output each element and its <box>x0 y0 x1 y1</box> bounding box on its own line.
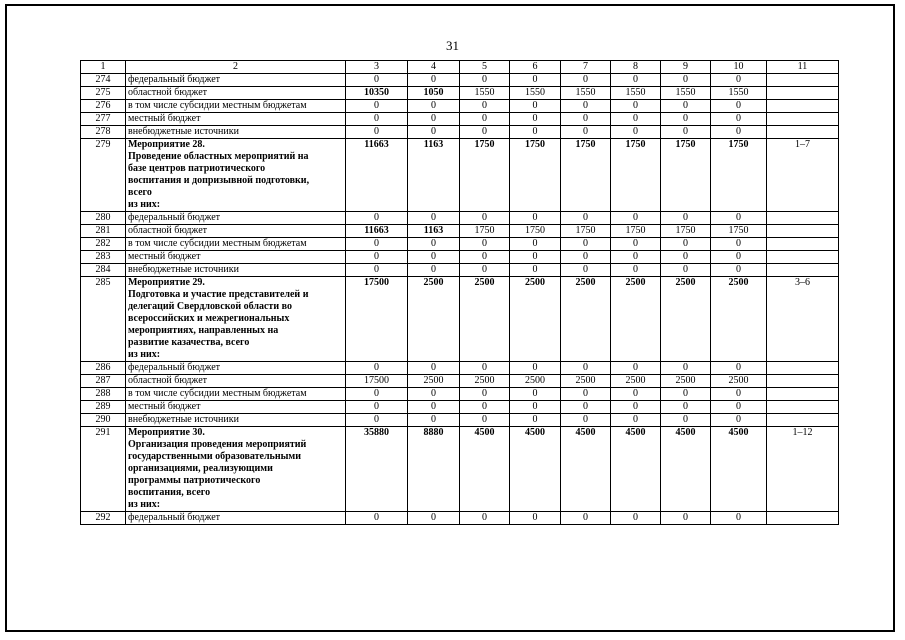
value-cell: 1750 <box>711 225 767 238</box>
target-indicators <box>767 401 839 414</box>
target-indicators <box>767 264 839 277</box>
row-number: 283 <box>81 251 126 264</box>
value-cell: 0 <box>711 100 767 113</box>
value-cell: 11663 <box>346 225 408 238</box>
row-number: 285 <box>81 277 126 362</box>
table-row <box>81 238 839 251</box>
table-row <box>81 126 839 139</box>
value-cell: 0 <box>611 113 661 126</box>
value-cell: 1750 <box>711 139 767 212</box>
value-cell: 0 <box>711 212 767 225</box>
value-cell: 0 <box>661 238 711 251</box>
value-cell: 1750 <box>561 225 611 238</box>
value-cell: 1550 <box>561 87 611 100</box>
value-cell: 0 <box>460 362 510 375</box>
value-cell: 0 <box>561 512 611 525</box>
value-cell: 2500 <box>661 375 711 388</box>
event-description <box>126 277 346 362</box>
value-cell: 0 <box>346 113 408 126</box>
value-cell: 0 <box>661 212 711 225</box>
value-cell: 0 <box>561 113 611 126</box>
value-cell: 1750 <box>561 139 611 212</box>
value-cell: 2500 <box>611 277 661 362</box>
value-cell: 0 <box>561 100 611 113</box>
value-cell: 2500 <box>510 277 561 362</box>
row-number: 291 <box>81 427 126 512</box>
value-cell: 0 <box>711 238 767 251</box>
row-label: федеральный бюджет <box>126 212 346 225</box>
value-cell: 2500 <box>561 277 611 362</box>
value-cell: 0 <box>460 264 510 277</box>
event-description-line: Подготовка и участие представителей и <box>128 289 309 300</box>
target-indicators <box>767 362 839 375</box>
column-header-5: 5 <box>460 61 510 74</box>
target-indicators <box>767 238 839 251</box>
event-description-line: базе центров патриотического <box>128 163 266 174</box>
value-cell: 0 <box>711 251 767 264</box>
value-cell: 0 <box>711 264 767 277</box>
value-cell: 0 <box>510 74 561 87</box>
page-number: 31 <box>446 38 459 53</box>
value-cell: 2500 <box>661 277 711 362</box>
value-cell: 2500 <box>711 375 767 388</box>
event-description-line: Мероприятие 28. <box>128 139 205 150</box>
column-header-row <box>81 61 839 74</box>
value-cell: 0 <box>711 126 767 139</box>
value-cell: 0 <box>510 401 561 414</box>
value-cell: 1750 <box>510 139 561 212</box>
event-description-line: развитие казачества, всего <box>128 337 250 348</box>
row-label: внебюджетные источники <box>126 414 346 427</box>
row-label: областной бюджет <box>126 375 346 388</box>
value-cell: 0 <box>346 74 408 87</box>
table-row <box>81 225 839 238</box>
value-cell: 0 <box>408 512 460 525</box>
row-label: внебюджетные источники <box>126 264 346 277</box>
row-label: областной бюджет <box>126 225 346 238</box>
value-cell: 1750 <box>661 225 711 238</box>
table-row <box>81 212 839 225</box>
target-indicators <box>767 388 839 401</box>
target-indicators <box>767 87 839 100</box>
value-cell: 17500 <box>346 375 408 388</box>
value-cell: 0 <box>510 126 561 139</box>
value-cell: 4500 <box>661 427 711 512</box>
target-indicators <box>767 113 839 126</box>
value-cell: 1550 <box>711 87 767 100</box>
row-number: 277 <box>81 113 126 126</box>
value-cell: 0 <box>346 126 408 139</box>
value-cell: 4500 <box>510 427 561 512</box>
column-header-10: 10 <box>711 61 767 74</box>
value-cell: 0 <box>510 264 561 277</box>
value-cell: 0 <box>510 100 561 113</box>
value-cell: 0 <box>346 362 408 375</box>
value-cell: 4500 <box>561 427 611 512</box>
value-cell: 0 <box>460 251 510 264</box>
target-indicators: 1–7 <box>767 139 839 212</box>
value-cell: 2500 <box>611 375 661 388</box>
target-indicators <box>767 74 839 87</box>
value-cell: 0 <box>346 251 408 264</box>
value-cell: 0 <box>711 414 767 427</box>
value-cell: 0 <box>561 74 611 87</box>
value-cell: 0 <box>611 74 661 87</box>
row-label: федеральный бюджет <box>126 74 346 87</box>
value-cell: 0 <box>408 264 460 277</box>
row-number: 275 <box>81 87 126 100</box>
value-cell: 0 <box>611 126 661 139</box>
value-cell: 1750 <box>611 225 661 238</box>
event-description-line: из них: <box>128 199 161 210</box>
value-cell: 0 <box>561 264 611 277</box>
value-cell: 0 <box>510 362 561 375</box>
value-cell: 0 <box>408 362 460 375</box>
value-cell: 1550 <box>611 87 661 100</box>
value-cell: 0 <box>460 100 510 113</box>
value-cell: 0 <box>661 414 711 427</box>
value-cell: 0 <box>346 512 408 525</box>
row-label: местный бюджет <box>126 401 346 414</box>
column-header-1: 1 <box>81 61 126 74</box>
row-number: 278 <box>81 126 126 139</box>
value-cell: 2500 <box>711 277 767 362</box>
value-cell: 0 <box>561 251 611 264</box>
value-cell: 0 <box>611 212 661 225</box>
row-number: 292 <box>81 512 126 525</box>
value-cell: 0 <box>711 401 767 414</box>
event-row <box>81 277 839 362</box>
row-number: 289 <box>81 401 126 414</box>
value-cell: 0 <box>561 388 611 401</box>
value-cell: 1750 <box>611 139 661 212</box>
event-description <box>126 139 346 212</box>
event-description-line: программы патриотического <box>128 475 261 486</box>
value-cell: 35880 <box>346 427 408 512</box>
value-cell: 0 <box>346 100 408 113</box>
row-number: 286 <box>81 362 126 375</box>
value-cell: 2500 <box>561 375 611 388</box>
value-cell: 0 <box>711 362 767 375</box>
value-cell: 0 <box>661 388 711 401</box>
table-row <box>81 414 839 427</box>
row-label: в том числе субсидии местным бюджетам <box>126 238 346 251</box>
event-description-line: Организация проведения мероприятий <box>128 439 307 450</box>
value-cell: 1163 <box>408 139 460 212</box>
row-number: 288 <box>81 388 126 401</box>
value-cell: 0 <box>611 414 661 427</box>
event-description-line: всероссийских и межрегиональных <box>128 313 290 324</box>
value-cell: 0 <box>460 126 510 139</box>
event-description-line: Мероприятие 30. <box>128 427 205 438</box>
target-indicators <box>767 225 839 238</box>
budget-table <box>80 60 839 525</box>
event-description-line: всего <box>128 187 152 198</box>
event-description-line: из них: <box>128 499 161 510</box>
target-indicators <box>767 212 839 225</box>
value-cell: 0 <box>661 113 711 126</box>
event-description <box>126 427 346 512</box>
target-indicators <box>767 100 839 113</box>
value-cell: 0 <box>408 251 460 264</box>
table-row <box>81 264 839 277</box>
value-cell: 0 <box>561 238 611 251</box>
column-header-7: 7 <box>561 61 611 74</box>
row-number: 287 <box>81 375 126 388</box>
value-cell: 0 <box>661 512 711 525</box>
value-cell: 0 <box>346 401 408 414</box>
value-cell: 2500 <box>510 375 561 388</box>
event-row <box>81 139 839 212</box>
value-cell: 0 <box>561 362 611 375</box>
table-row <box>81 74 839 87</box>
row-label: в том числе субсидии местным бюджетам <box>126 388 346 401</box>
value-cell: 0 <box>460 74 510 87</box>
value-cell: 0 <box>661 264 711 277</box>
value-cell: 0 <box>460 212 510 225</box>
value-cell: 2500 <box>408 277 460 362</box>
value-cell: 0 <box>611 238 661 251</box>
value-cell: 0 <box>346 264 408 277</box>
row-label: федеральный бюджет <box>126 362 346 375</box>
value-cell: 0 <box>346 414 408 427</box>
column-header-11: 11 <box>767 61 839 74</box>
event-description-line: организациями, реализующими <box>128 463 273 474</box>
table-row <box>81 100 839 113</box>
value-cell: 0 <box>661 100 711 113</box>
event-description-line: делегаций Свердловской области во <box>128 301 292 312</box>
value-cell: 0 <box>611 264 661 277</box>
table-row <box>81 388 839 401</box>
column-header-4: 4 <box>408 61 460 74</box>
row-number: 284 <box>81 264 126 277</box>
table-body <box>81 74 839 525</box>
value-cell: 0 <box>611 388 661 401</box>
value-cell: 0 <box>611 362 661 375</box>
table-row <box>81 401 839 414</box>
value-cell: 0 <box>510 512 561 525</box>
value-cell: 0 <box>510 414 561 427</box>
value-cell: 2500 <box>460 375 510 388</box>
value-cell: 0 <box>460 414 510 427</box>
value-cell: 0 <box>408 113 460 126</box>
target-indicators <box>767 414 839 427</box>
value-cell: 1550 <box>460 87 510 100</box>
value-cell: 0 <box>561 414 611 427</box>
value-cell: 0 <box>661 74 711 87</box>
value-cell: 4500 <box>611 427 661 512</box>
table-row <box>81 87 839 100</box>
value-cell: 8880 <box>408 427 460 512</box>
value-cell: 11663 <box>346 139 408 212</box>
value-cell: 0 <box>408 401 460 414</box>
value-cell: 0 <box>510 251 561 264</box>
target-indicators <box>767 251 839 264</box>
column-header-8: 8 <box>611 61 661 74</box>
row-label: местный бюджет <box>126 251 346 264</box>
value-cell: 1163 <box>408 225 460 238</box>
event-description-line: воспитания, всего <box>128 487 211 498</box>
value-cell: 10350 <box>346 87 408 100</box>
value-cell: 0 <box>661 362 711 375</box>
value-cell: 1050 <box>408 87 460 100</box>
value-cell: 0 <box>611 100 661 113</box>
value-cell: 0 <box>346 238 408 251</box>
value-cell: 1550 <box>661 87 711 100</box>
target-indicators: 3–6 <box>767 277 839 362</box>
table-row <box>81 251 839 264</box>
value-cell: 1750 <box>460 139 510 212</box>
value-cell: 0 <box>346 388 408 401</box>
value-cell: 0 <box>510 238 561 251</box>
table-row <box>81 362 839 375</box>
value-cell: 4500 <box>711 427 767 512</box>
value-cell: 0 <box>408 212 460 225</box>
row-label: федеральный бюджет <box>126 512 346 525</box>
value-cell: 0 <box>510 113 561 126</box>
value-cell: 2500 <box>408 375 460 388</box>
table-row <box>81 512 839 525</box>
value-cell: 0 <box>561 126 611 139</box>
value-cell: 0 <box>408 100 460 113</box>
value-cell: 0 <box>346 212 408 225</box>
value-cell: 1750 <box>510 225 561 238</box>
row-number: 276 <box>81 100 126 113</box>
value-cell: 0 <box>510 388 561 401</box>
row-number: 281 <box>81 225 126 238</box>
value-cell: 0 <box>611 512 661 525</box>
event-description-line: государственными образовательными <box>128 451 301 462</box>
event-description-line: мероприятиях, направленных на <box>128 325 279 336</box>
target-indicators <box>767 375 839 388</box>
value-cell: 0 <box>711 74 767 87</box>
value-cell: 4500 <box>460 427 510 512</box>
target-indicators <box>767 126 839 139</box>
event-description-line: из них: <box>128 349 161 360</box>
table-row <box>81 375 839 388</box>
value-cell: 0 <box>408 238 460 251</box>
value-cell: 0 <box>711 388 767 401</box>
value-cell: 1550 <box>510 87 561 100</box>
row-label: местный бюджет <box>126 113 346 126</box>
row-number: 279 <box>81 139 126 212</box>
value-cell: 0 <box>460 512 510 525</box>
value-cell: 0 <box>661 401 711 414</box>
row-number: 282 <box>81 238 126 251</box>
target-indicators: 1–12 <box>767 427 839 512</box>
event-row <box>81 427 839 512</box>
value-cell: 0 <box>561 401 611 414</box>
value-cell: 0 <box>611 251 661 264</box>
value-cell: 0 <box>561 212 611 225</box>
column-header-9: 9 <box>661 61 711 74</box>
value-cell: 0 <box>408 388 460 401</box>
column-header-6: 6 <box>510 61 561 74</box>
value-cell: 1750 <box>460 225 510 238</box>
value-cell: 0 <box>460 238 510 251</box>
value-cell: 2500 <box>460 277 510 362</box>
row-label: внебюджетные источники <box>126 126 346 139</box>
value-cell: 0 <box>408 74 460 87</box>
row-label: в том числе субсидии местным бюджетам <box>126 100 346 113</box>
value-cell: 17500 <box>346 277 408 362</box>
table-row <box>81 113 839 126</box>
row-number: 274 <box>81 74 126 87</box>
value-cell: 0 <box>661 126 711 139</box>
row-label: областной бюджет <box>126 87 346 100</box>
row-number: 280 <box>81 212 126 225</box>
value-cell: 0 <box>408 126 460 139</box>
value-cell: 0 <box>711 512 767 525</box>
value-cell: 0 <box>460 113 510 126</box>
column-header-2: 2 <box>126 61 346 74</box>
value-cell: 0 <box>460 388 510 401</box>
event-description-line: Мероприятие 29. <box>128 277 205 288</box>
value-cell: 1750 <box>661 139 711 212</box>
value-cell: 0 <box>408 414 460 427</box>
target-indicators <box>767 512 839 525</box>
value-cell: 0 <box>510 212 561 225</box>
value-cell: 0 <box>460 401 510 414</box>
event-description-line: Проведение областных мероприятий на <box>128 151 309 162</box>
value-cell: 0 <box>711 113 767 126</box>
value-cell: 0 <box>661 251 711 264</box>
column-header-3: 3 <box>346 61 408 74</box>
value-cell: 0 <box>611 401 661 414</box>
row-number: 290 <box>81 414 126 427</box>
event-description-line: воспитания и допризывной подготовки, <box>128 175 310 186</box>
